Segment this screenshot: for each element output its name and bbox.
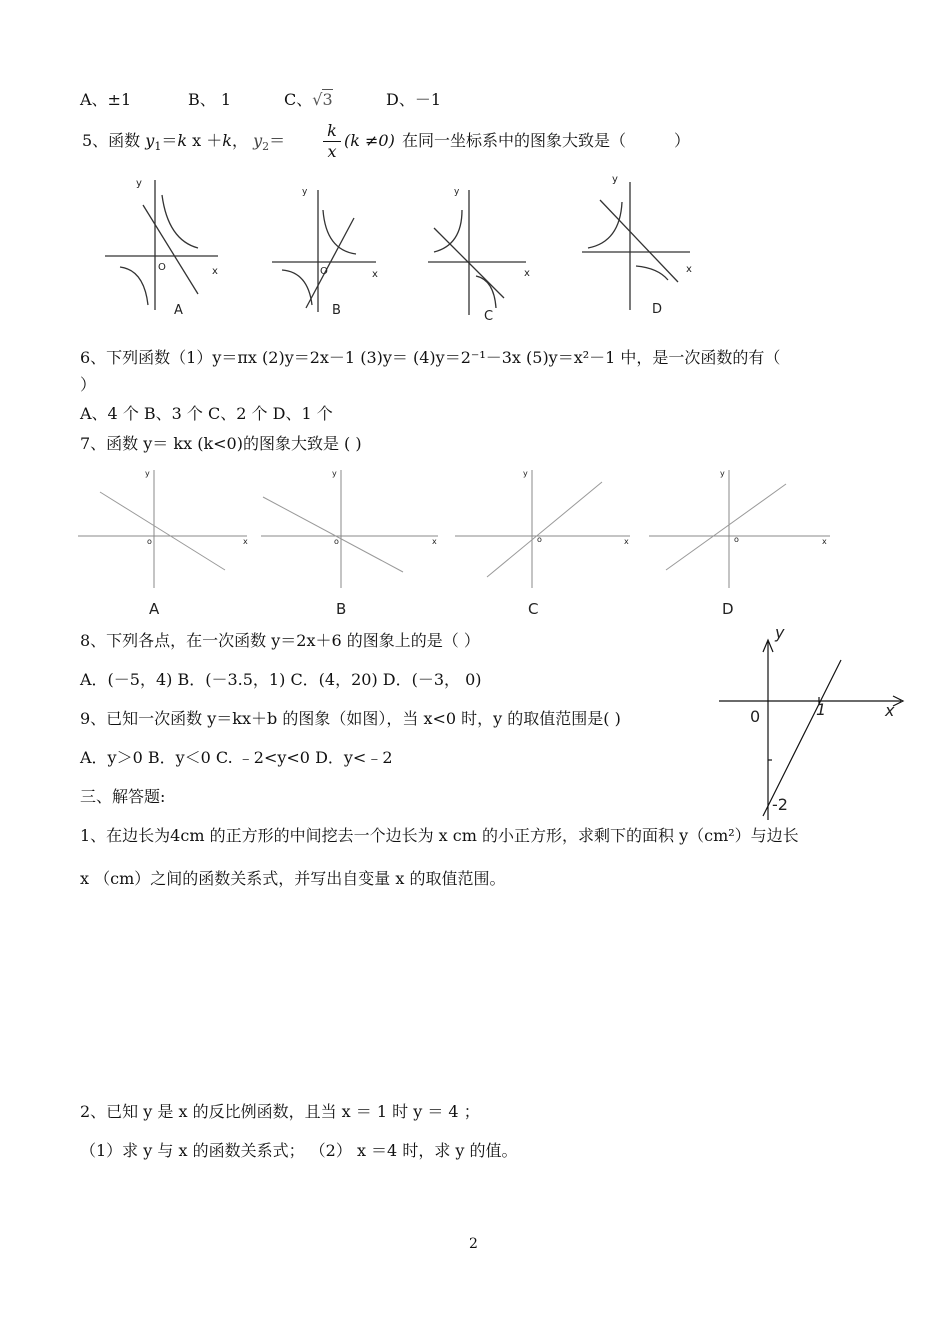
q7c-letter: C (528, 600, 539, 618)
q4-option-a: A、±1 (80, 90, 132, 109)
problem2-line1: 2、已知 y 是 x 的反比例函数，且当 x ＝ 1 时 y ＝ 4 ； (80, 1102, 480, 1121)
q5c-letter: C (484, 309, 494, 324)
q5-question: 5、函数 $y_1=k$ x ＋k， $y_2=$ (82, 131, 286, 154)
q5b-o-label: O (320, 266, 328, 277)
q5d-y-label: y (612, 174, 618, 185)
q5b-x-label: x (372, 269, 378, 280)
q6-close-paren: ） (80, 375, 97, 394)
q7-graph-c (452, 462, 637, 622)
q7c-x-label: x (624, 537, 629, 546)
q5b-y-label: y (302, 187, 308, 197)
q7-graph-d (646, 462, 836, 622)
problem2-line2: （1）求 y 与 x 的函数关系式； （2） x ＝4 时，求 y 的值。 (80, 1141, 518, 1160)
q8-options: A．(－5，4) B．(－3.5，1) C．(4，20) D．(－3， 0) (80, 670, 482, 689)
problem1-line2: x （cm）之间的函数关系式，并写出自变量 x 的取值范围。 (80, 869, 506, 888)
q5d-letter: D (652, 302, 663, 317)
q8-question: 8、下列各点，在一次函数 y＝2x＋6 的图象上的是（ ） (80, 631, 480, 650)
q5-graph-a (100, 170, 230, 320)
q7a-letter: A (149, 600, 160, 618)
q7-graph-b (258, 462, 443, 622)
q7b-letter: B (336, 600, 347, 618)
q5-suffix: 在同一坐标系中的图象大致是（ ） (402, 131, 691, 150)
q7d-y-label: y (720, 469, 725, 478)
q7d-x-label: x (822, 537, 827, 546)
q5c-x-label: x (524, 268, 530, 279)
q5a-x-label: x (212, 266, 218, 277)
q7a-y-label: y (145, 469, 150, 478)
q9-minus2-label: -2 (772, 795, 788, 814)
q5a-letter: A (174, 303, 183, 318)
q5-graph-b (268, 180, 388, 320)
q7d-letter: D (722, 600, 734, 618)
q7d-o-label: o (734, 535, 739, 544)
q5-fraction: $\frac{k}{x}$ (323, 121, 341, 162)
q7b-y-label: y (332, 469, 337, 478)
q7a-x-label: x (243, 537, 248, 546)
q4-option-b: B、 1 (188, 90, 232, 109)
q5-graph-c (424, 180, 544, 325)
q5-graph-d (578, 170, 703, 320)
q7a-o-label: o (147, 537, 152, 546)
q7b-x-label: x (432, 537, 437, 546)
q9-question: 9、已知一次函数 y＝kx＋b 的图象（如图），当 x<0 时，y 的取值范围是( ) (80, 709, 621, 728)
q9-x-label: x (885, 701, 895, 720)
q4-option-c: C、√3 (284, 90, 333, 109)
q7-question: 7、函数 y＝ kx (k<0)的图象大致是 ( ) (80, 434, 362, 453)
q5c-y-label: y (454, 187, 460, 197)
problem1-line1: 1、在边长为4cm 的正方形的中间挖去一个边长为 x cm 的小正方形，求剩下的面积 y（cm²）与边长 (80, 826, 799, 845)
q5-condition: (k ≠0) (344, 131, 395, 150)
q9-options: A．y＞0 B．y＜0 C. ﹣2<y<0 D．y<﹣2 (80, 748, 393, 767)
q5a-o-label: O (158, 262, 166, 273)
q9-graph (715, 620, 915, 830)
q5d-x-label: x (686, 264, 692, 275)
section-heading: 三、解答题: (80, 787, 166, 806)
q7c-o-label: o (537, 535, 542, 544)
q9-origin-label: 0 (750, 707, 761, 726)
q7-graph-a (75, 462, 255, 622)
q6-options: A、4 个 B、3 个 C、2 个 D、1 个 (80, 404, 333, 423)
sqrt-sign: √ (312, 90, 323, 109)
q9-one-label: 1 (816, 700, 827, 719)
q5a-y-label: y (136, 178, 142, 189)
q4-option-d: D、－1 (386, 90, 442, 109)
page-number: 2 (469, 1236, 478, 1252)
q6-question: 6、下列函数（1）y＝πx (2)y＝2x－1 (3)y＝ (4)y＝2⁻¹－3x (5)y＝x²－1 中，是一次函数的有（ (80, 348, 781, 367)
q7b-o-label: o (334, 537, 339, 546)
q9-y-label: y (775, 623, 785, 642)
q5b-letter: B (332, 303, 341, 318)
q7c-y-label: y (523, 469, 528, 478)
